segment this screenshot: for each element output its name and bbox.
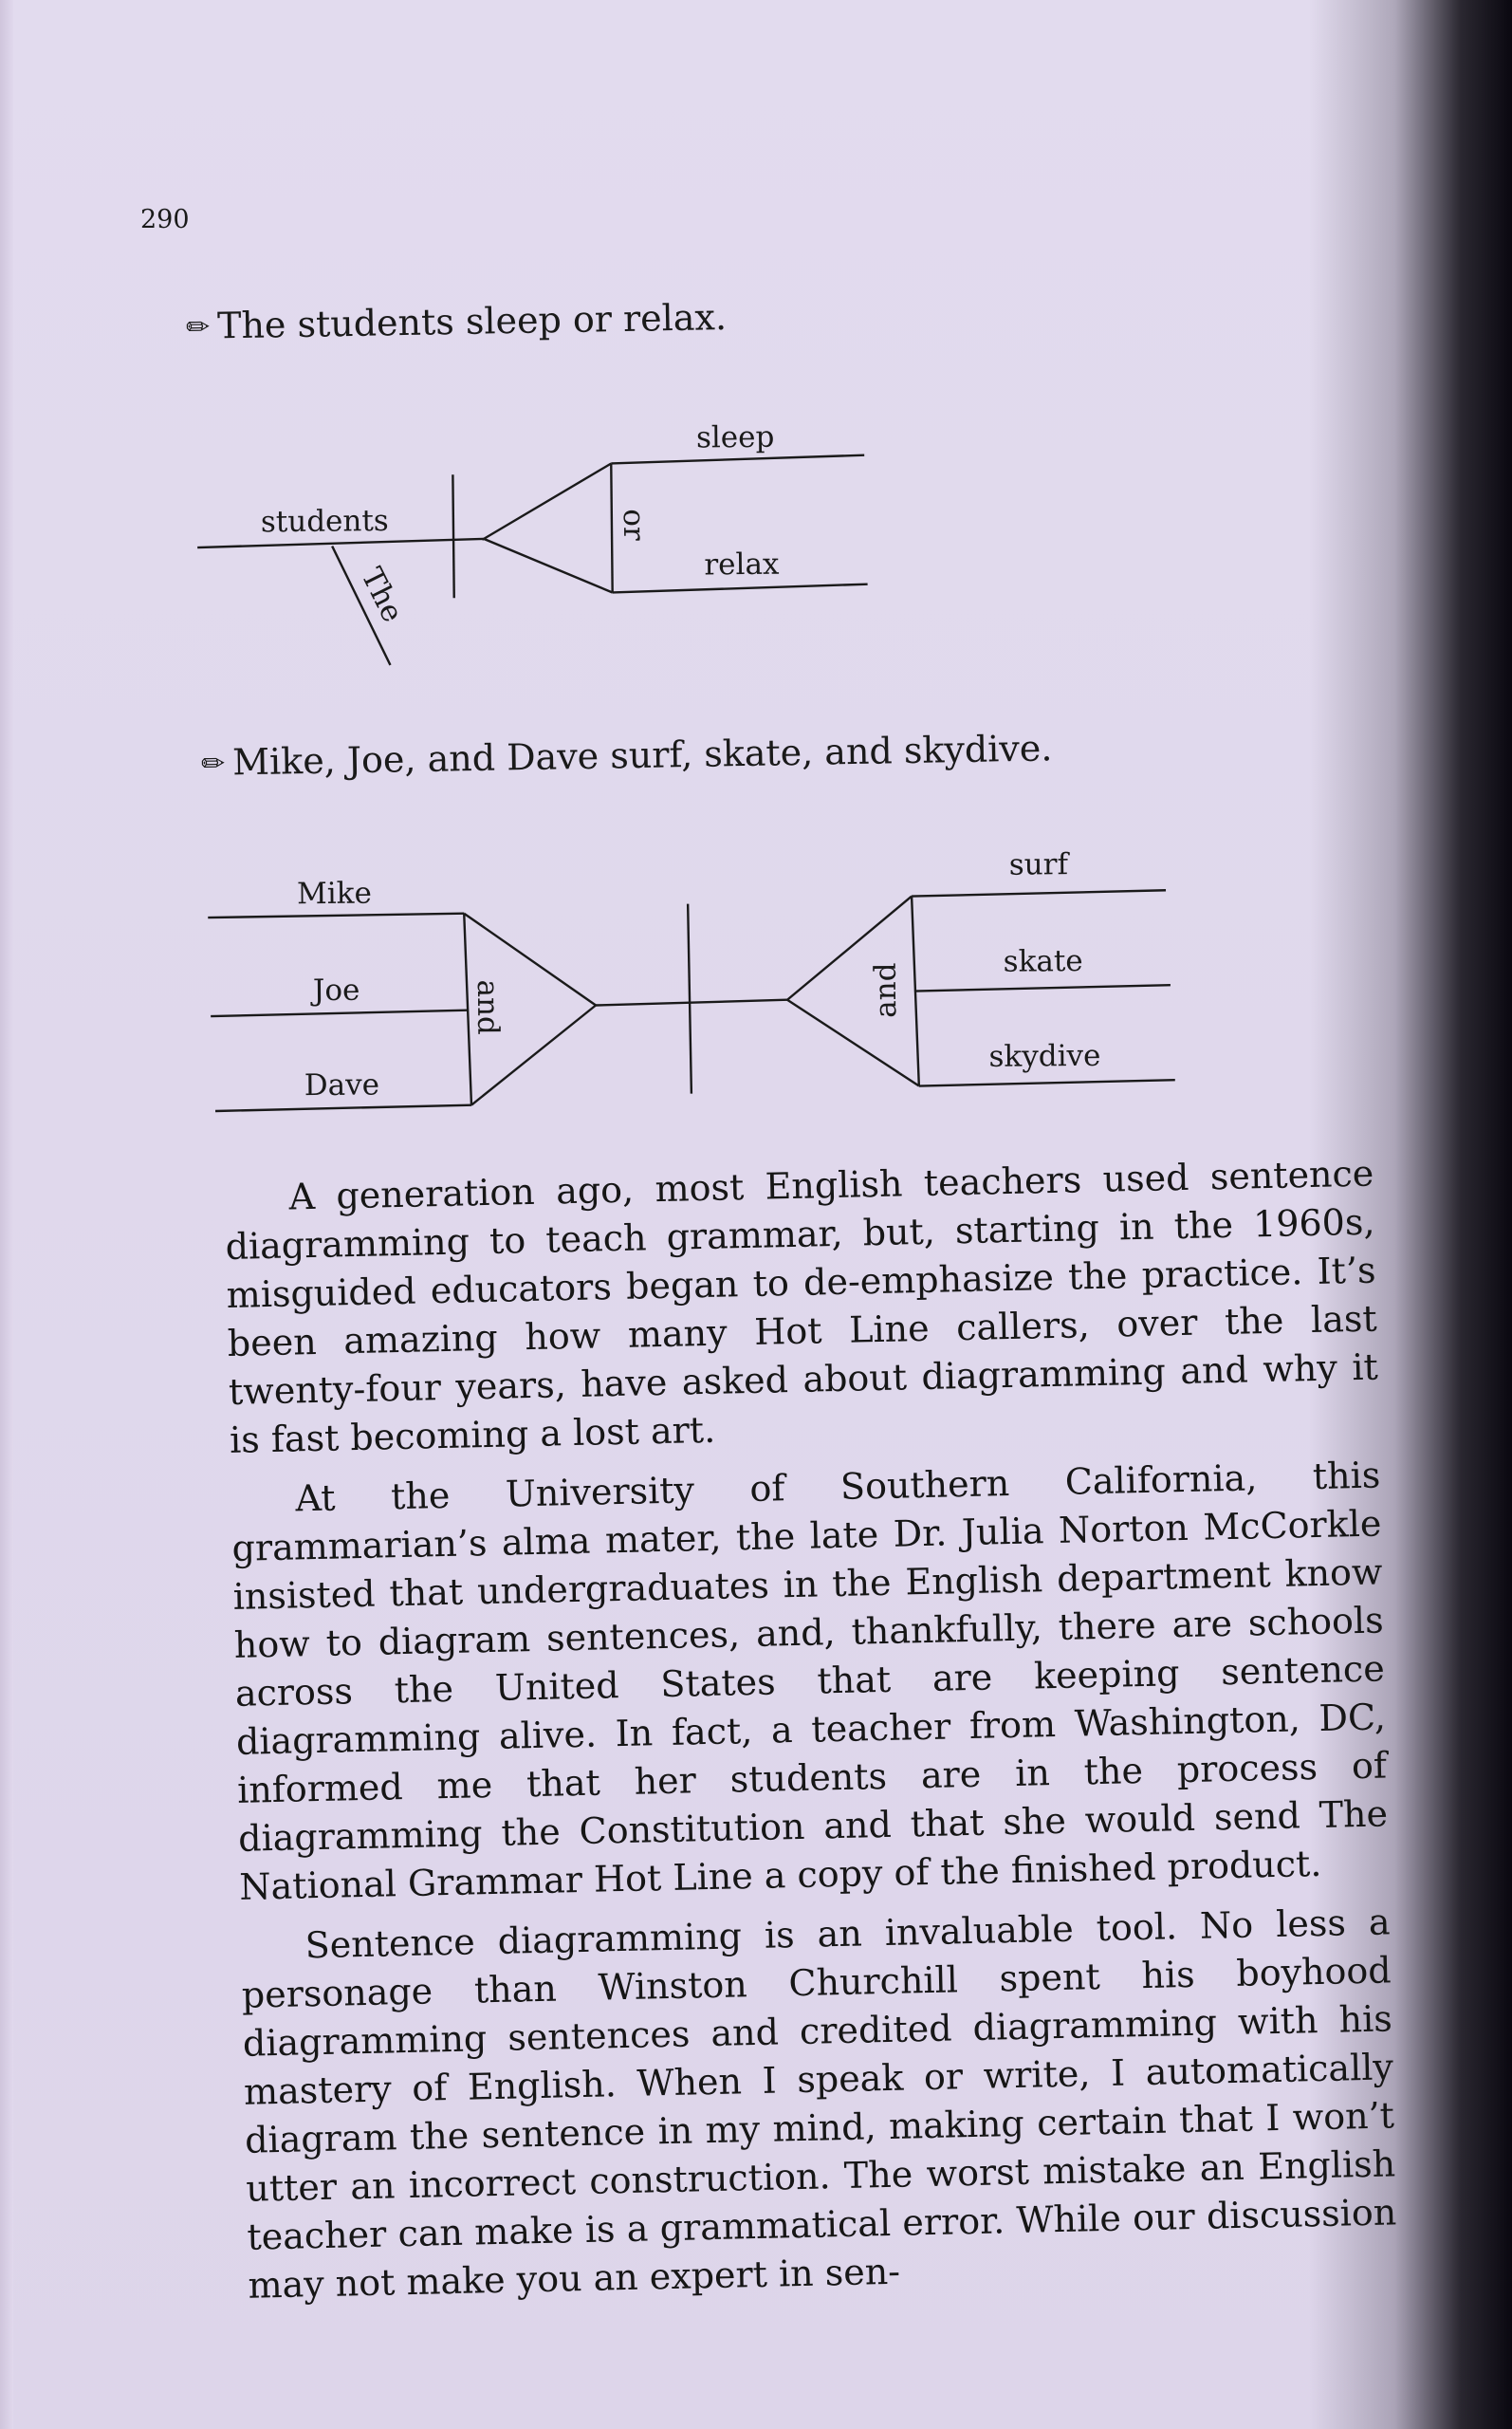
subject-verb-divider [688, 904, 691, 1094]
subject-label-joe: Joe [312, 973, 360, 1009]
subject-label-mike: Mike [296, 876, 372, 912]
subject-line-dave [215, 1105, 471, 1111]
verb-label-skydive: skydive [988, 1038, 1101, 1074]
verb-label-surf: surf [1008, 847, 1069, 882]
pencil-icon: ✏ [185, 310, 211, 344]
example-sentence-text: The students sleep or relax. [216, 296, 728, 347]
verb-line-skate [914, 985, 1171, 991]
subject-conjunction-label: and [470, 979, 506, 1035]
paragraph: Sentence diagramming is an invaluable tool. No less a personage than Winston Churchill spent his boyhood diagramming sentences and credited diagramming with his mastery of English. When I speak or write, I automatically diagram the sentence in my mind, making certain that I won’t utter an incorrect construction. The worst mistake an English teacher can make is a grammatical error. While our discussion may not make you an expert in sen- [241, 1901, 1397, 2307]
modifier-label: The [354, 562, 410, 628]
main-baseline [596, 1000, 787, 1006]
verb-label-skate: skate [1003, 944, 1083, 979]
example-sentence-text: Mike, Joe, and Dave surf, skate, and skydive. [231, 727, 1053, 784]
verb-conjunction-label: and [868, 962, 904, 1018]
verb-line-skydive [919, 1080, 1175, 1085]
page-number: 290 [140, 205, 190, 234]
subject-line-joe [211, 1011, 467, 1016]
subject-label-dave: Dave [304, 1067, 380, 1103]
body-text [224, 1150, 1398, 2322]
verb-line-surf [912, 890, 1166, 896]
pencil-icon: ✏ [200, 747, 226, 781]
conjunction-label: or [616, 509, 652, 541]
subject-label: students [260, 503, 389, 540]
verb-label-sleep: sleep [695, 419, 775, 455]
paragraph: A generation ago, most English teachers used sentence diagramming to teach grammar, but, starting in the 1960s, misguided educators began to de-emphasize the practice. It’s been amazing how many Hot Line callers, over the last twenty-four years, have asked about diagramming and why it is fast becoming a lost art. [225, 1152, 1379, 1461]
subject-line-mike [208, 914, 464, 918]
verb-label-relax: relax [704, 547, 780, 583]
paragraph: At the University of Southern California, this grammarian’s alma mater, the late Dr. Julia Norton McCorkle insisted that undergraduates in the English department know how to diagram sentences, and, thankfully, there are schools across the United States that are keeping sentence diagramming alive. In fact, a teacher from Washington, DC, informed me that her students are in the process of diagramming the Constitution and that she would send The National Grammar Hot Line a copy of the finished product. [231, 1454, 1389, 1908]
